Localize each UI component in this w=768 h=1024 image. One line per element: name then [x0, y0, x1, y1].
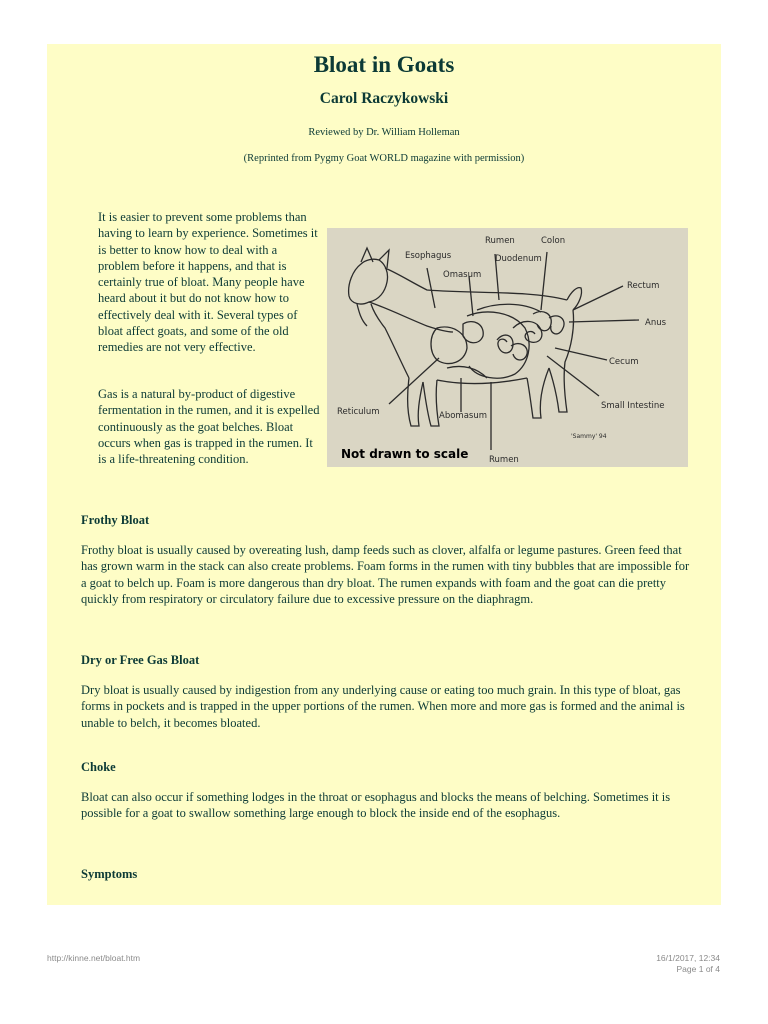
- section-heading-frothy-bloat: Frothy Bloat: [81, 513, 150, 527]
- reprint-notice: (Reprinted from Pygmy Goat WORLD magazine with permission): [243, 153, 525, 164]
- article-panel: [47, 44, 721, 905]
- intro-paragraph: It is easier to prevent some problems than having to learn by experience. Sometimes it is better to know how to deal with a problem before it happens, and that is certainly true of bloat. Many people have heard about it but do not know how to effectively deal with it. Several types of bloat affect goats, and some of the old remedies are not very effective.: [98, 210, 318, 355]
- goat-anatomy-figure: [327, 228, 688, 467]
- label-rumen-bottom: Rumen: [489, 455, 519, 465]
- section-heading-symptoms: Symptoms: [81, 867, 138, 881]
- label-duodenum: Duodenum: [495, 254, 542, 264]
- section-body-choke: Bloat can also occur if something lodges in the throat or esophagus and blocks the means of belching. Sometimes it is possible for a goat to swallow something large enough to block the inside end of the esophagus.: [81, 790, 671, 821]
- section-heading-dry-bloat: Dry or Free Gas Bloat: [81, 653, 200, 667]
- article-title: Bloat in Goats: [313, 52, 455, 77]
- label-anus: Anus: [645, 318, 667, 328]
- section-body-dry-bloat: Dry bloat is usually caused by indigestion from any underlying cause or eating too much grain. In this type of bloat, gas forms in pockets and is trapped in the upper portions of the rumen. When more and more gas is formed and the animal is unable to belch, it becomes bloated.: [81, 683, 685, 730]
- figure-caption: Not drawn to scale: [341, 447, 469, 461]
- intro-paragraph: Gas is a natural by-product of digestive fermentation in the rumen, and it is expelled continuously as the goat belches. Bloat occurs when gas is trapped in the rumen. It is a life-threatening condition.: [98, 387, 320, 467]
- reviewer-line: Reviewed by Dr. William Holleman: [308, 127, 460, 138]
- artist-signature: 'Sammy' 94: [571, 433, 607, 440]
- label-cecum: Cecum: [609, 357, 639, 367]
- section-body-frothy-bloat: Frothy bloat is usually caused by overeating lush, damp feeds such as clover, alfalfa or legume pastures. Green feed that has grown warm in the stack can also create problems. Foam forms in the rumen with tiny bubbles that are impossible for a goat to belch up. Foam is more dangerous than dry bloat. The rumen expands with foam and the goat can die pretty quickly from respiratory or circulatory failure due to excessive pressure on the diaphragm.: [81, 543, 690, 606]
- label-colon: Colon: [541, 236, 566, 246]
- label-rumen-top: Rumen: [485, 236, 515, 246]
- label-small-intestine: Small Intestine: [601, 401, 665, 411]
- label-omasum: Omasum: [443, 270, 482, 280]
- footer-page-number: Page 1 of 4: [676, 964, 720, 974]
- label-reticulum: Reticulum: [337, 407, 380, 417]
- footer-url: http://kinne.net/bloat.htm: [47, 953, 141, 963]
- label-rectum: Rectum: [627, 281, 660, 291]
- goat-anatomy-illustration: [327, 228, 688, 467]
- label-esophagus: Esophagus: [405, 251, 452, 261]
- article-author: Carol Raczykowski: [319, 90, 449, 107]
- label-abomasum: Abomasum: [439, 411, 487, 421]
- section-heading-choke: Choke: [81, 760, 116, 774]
- footer-date: 16/1/2017, 12:34: [656, 953, 720, 963]
